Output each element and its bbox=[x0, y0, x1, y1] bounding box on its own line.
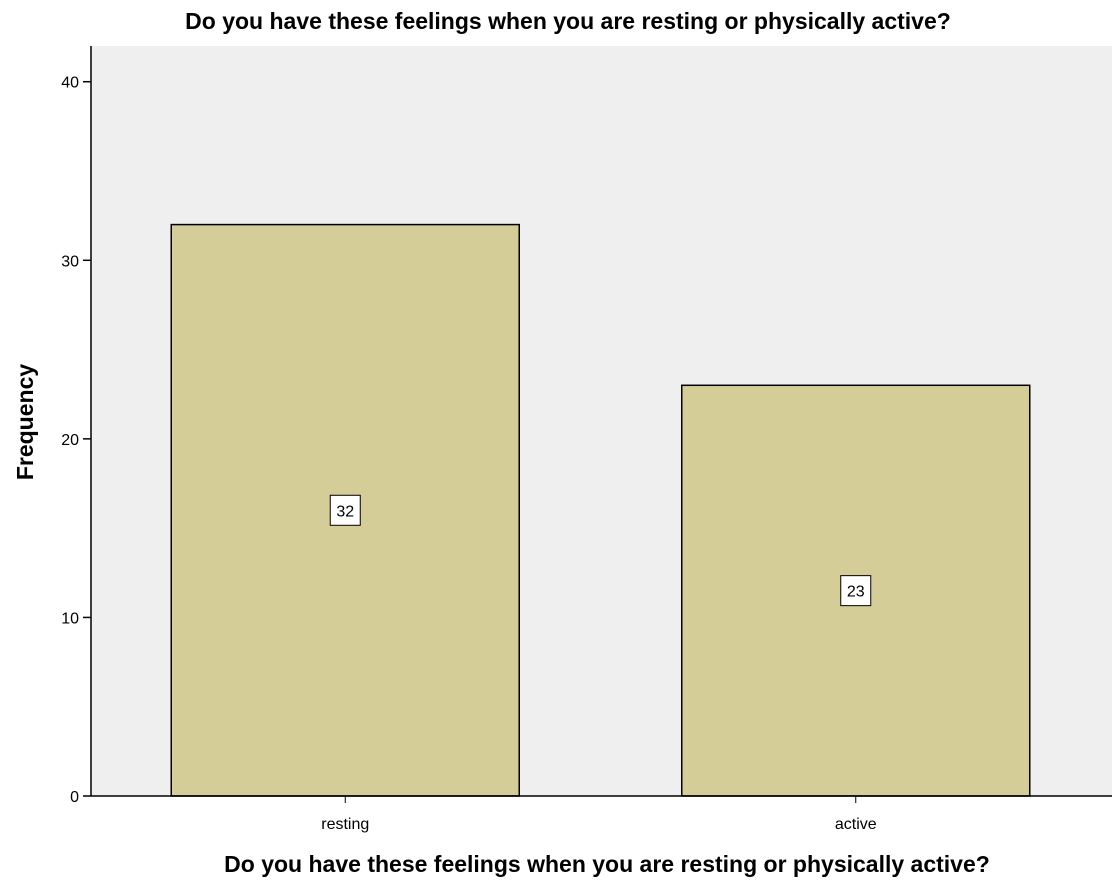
x-axis-label: Do you have these feelings when you are resting or physically active? bbox=[224, 851, 990, 877]
y-tick-label: 10 bbox=[61, 610, 79, 628]
chart-title: Do you have these feelings when you are resting or physically active? bbox=[185, 8, 951, 34]
y-tick-label: 0 bbox=[70, 789, 79, 806]
y-axis-label: Frequency bbox=[12, 363, 38, 481]
y-axis bbox=[61, 46, 91, 806]
x-axis bbox=[91, 796, 1112, 833]
x-tick-label: resting bbox=[321, 816, 370, 833]
data-label: 23 bbox=[846, 583, 865, 601]
y-tick-label: 20 bbox=[61, 431, 79, 449]
y-tick-label: 30 bbox=[61, 253, 79, 271]
x-tick-label: active bbox=[834, 816, 877, 833]
y-tick-label: 40 bbox=[61, 74, 79, 92]
data-label: 32 bbox=[336, 503, 355, 521]
